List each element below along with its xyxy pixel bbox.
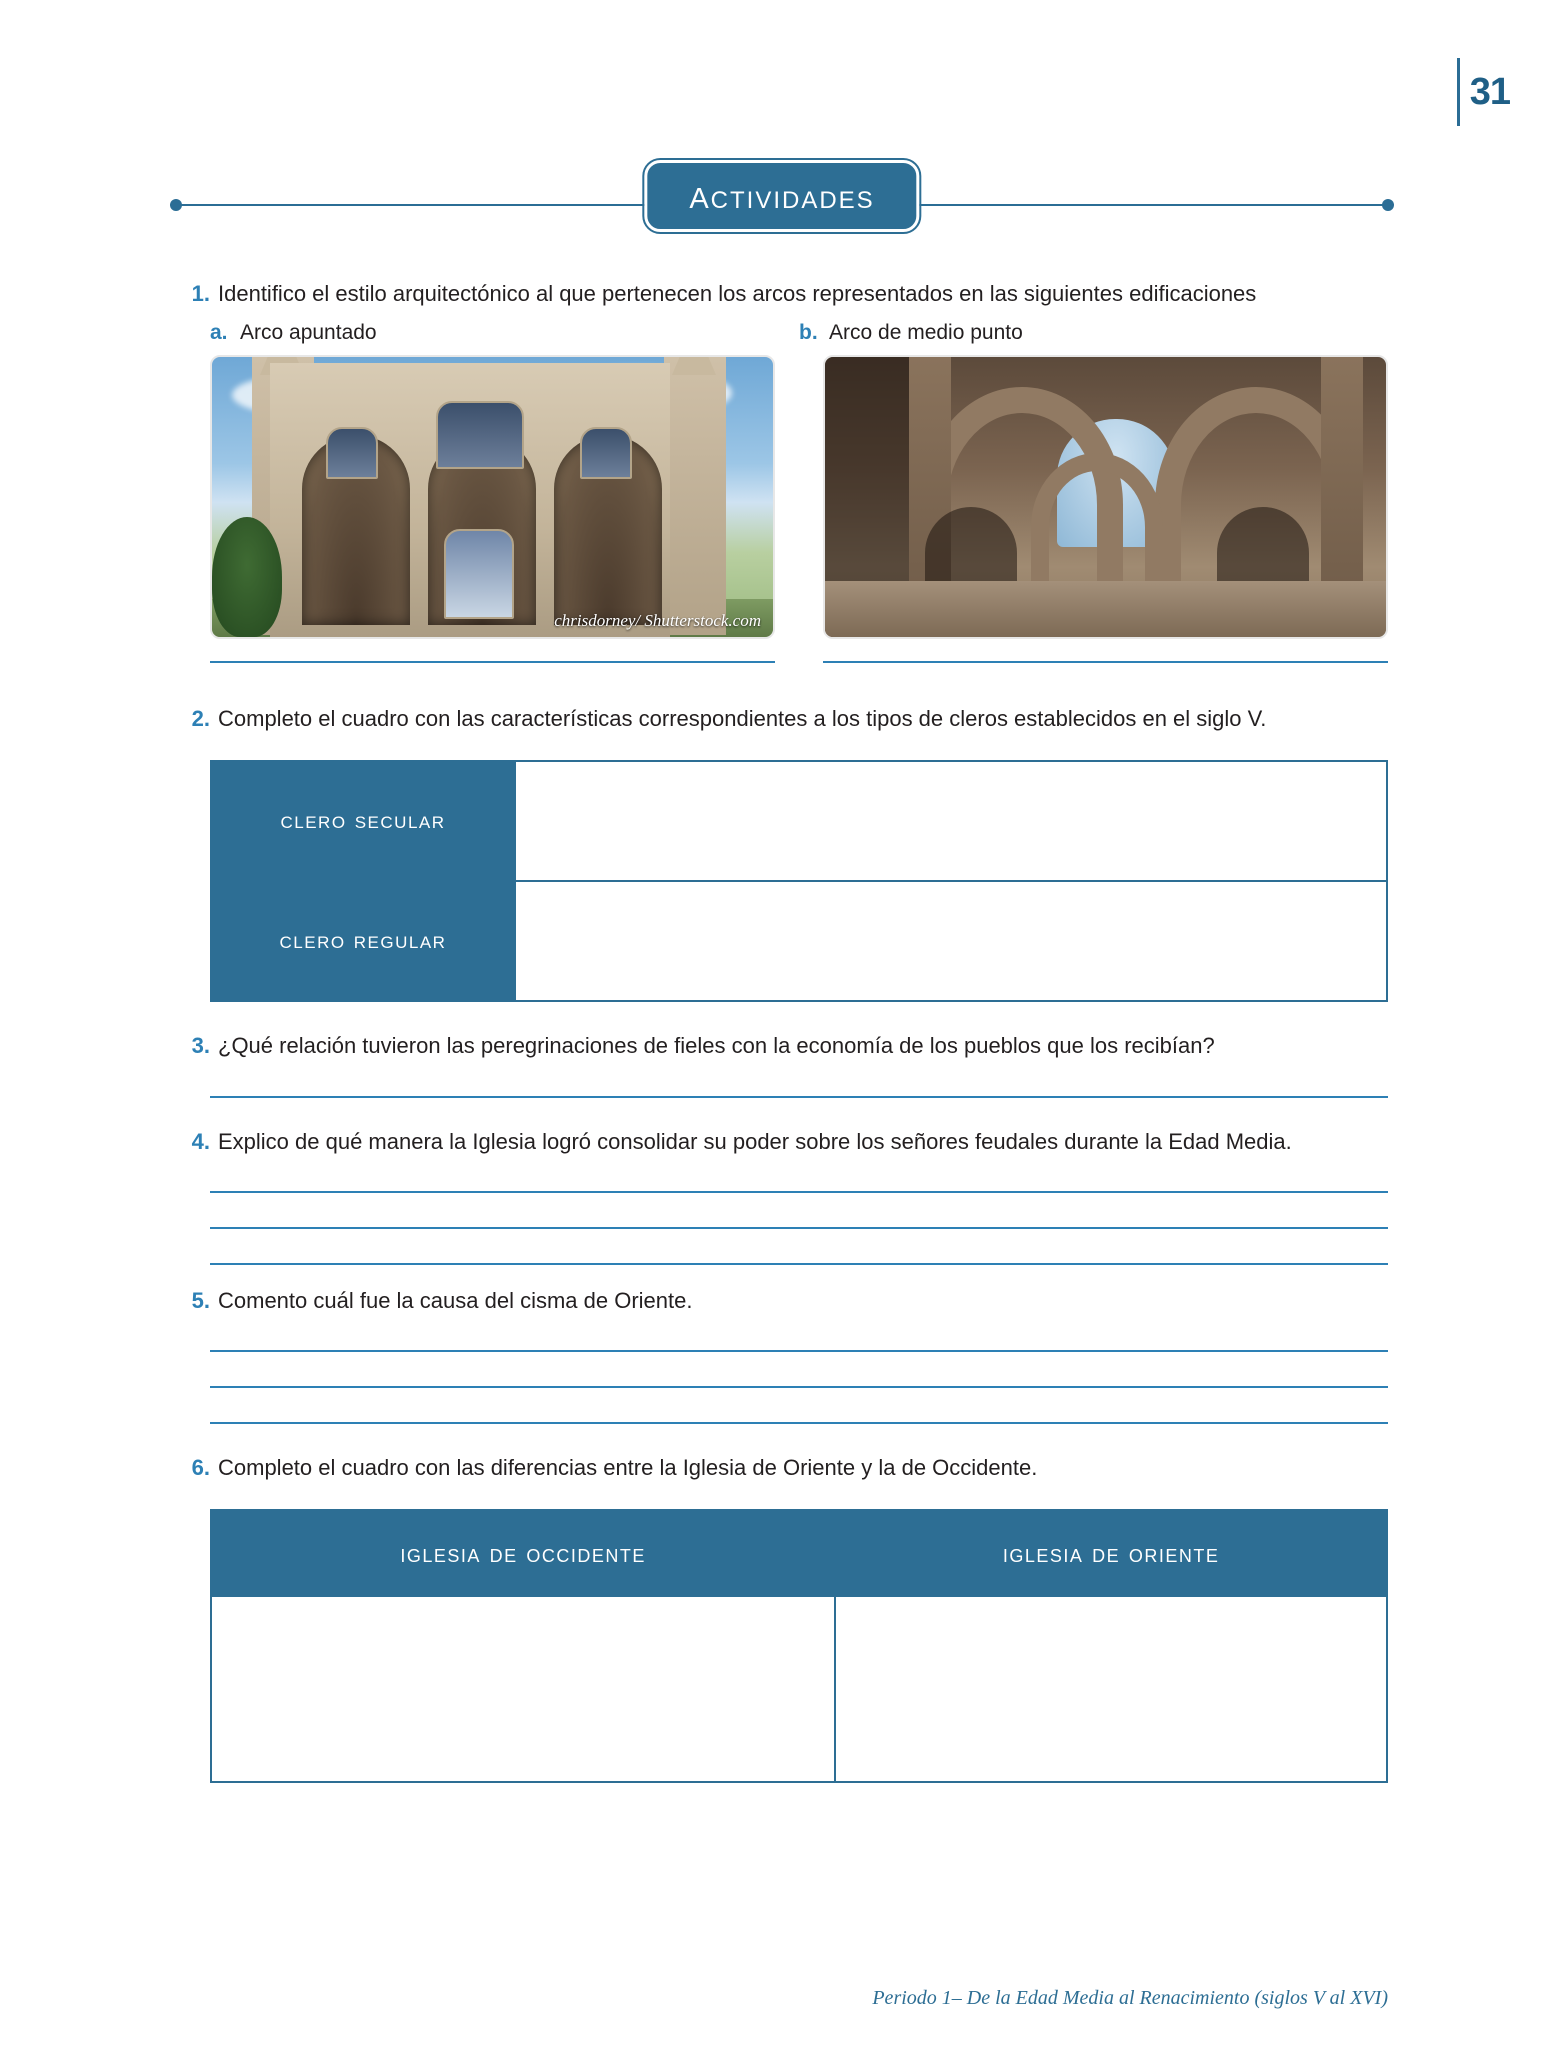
iglesia-oriente-label: iglesia de oriente xyxy=(1002,1537,1220,1568)
question-6-text: Completo el cuadro con las diferencias entre la Iglesia de Oriente y la de Occidente. xyxy=(218,1455,1038,1481)
clero-regular-label: clero regular xyxy=(279,927,447,955)
image-credit-left: chrisdorney/ Shutterstock.com xyxy=(554,611,761,631)
page-number: 31 xyxy=(1469,71,1510,113)
iglesia-occidente-label: iglesia de occidente xyxy=(400,1537,646,1568)
answer-rule[interactable] xyxy=(823,661,1388,663)
question-4-text: Explico de qué manera la Iglesia logró consolidar su poder sobre los señores feudales durante la Edad Media. xyxy=(218,1128,1292,1154)
section-title-band xyxy=(176,160,1388,240)
clero-regular-answer[interactable] xyxy=(515,881,1387,1001)
iglesia-oriente-answer[interactable] xyxy=(835,1596,1387,1782)
question-2 xyxy=(176,703,1388,734)
activities-content xyxy=(176,278,1388,1783)
clero-secular-answer[interactable] xyxy=(515,761,1387,881)
clero-secular-label: clero secular xyxy=(280,807,446,835)
question-5-number: 5. xyxy=(191,1287,210,1313)
question-5-answer-rules xyxy=(176,1350,1388,1424)
answer-rule[interactable] xyxy=(210,1227,1388,1229)
table-row xyxy=(211,761,1387,881)
table-header-row xyxy=(211,1510,1387,1596)
question-3-text: ¿Qué relación tuvieron las peregrinaciones de fieles con la economía de los pueblos que los recibían? xyxy=(218,1033,1215,1059)
question-2-text: Completo el cuadro con las características correspondientes a los tipos de cleros establecidos en el siglo V. xyxy=(218,706,1267,732)
subitem-b-label: Arco de medio punto xyxy=(829,321,1023,345)
page-footer: Periodo 1– De la Edad Media al Renacimiento (siglos V al XVI) xyxy=(872,1987,1388,2009)
question-1-images xyxy=(176,355,1388,639)
subitem-a-label: Arco apuntado xyxy=(240,321,377,345)
answer-rule[interactable] xyxy=(210,1191,1388,1193)
question-2-number: 2. xyxy=(191,706,210,732)
title-dot-left-icon xyxy=(170,199,182,211)
gothic-cathedral-image xyxy=(210,355,775,639)
section-title-badge xyxy=(644,160,919,232)
question-4-number: 4. xyxy=(191,1128,210,1154)
iglesia-occidente-answer[interactable] xyxy=(211,1596,835,1782)
iglesias-table xyxy=(210,1509,1388,1783)
question-5 xyxy=(176,1285,1388,1316)
question-3 xyxy=(176,1030,1388,1061)
subitem-b-letter: b. xyxy=(799,321,818,345)
clero-secular-header xyxy=(211,761,515,881)
subitem-a xyxy=(210,321,799,345)
question-3-number: 3. xyxy=(191,1033,210,1059)
iglesia-oriente-header xyxy=(835,1510,1387,1596)
clero-regular-header xyxy=(211,881,515,1001)
answer-rule[interactable] xyxy=(210,1386,1388,1388)
question-5-text: Comento cuál fue la causa del cisma de Oriente. xyxy=(218,1287,693,1313)
page-number-block xyxy=(1457,52,1510,132)
answer-rule[interactable] xyxy=(210,1350,1388,1352)
romanesque-ruin-image xyxy=(823,355,1388,639)
question-6 xyxy=(176,1452,1388,1483)
title-dot-right-icon xyxy=(1382,199,1394,211)
iglesia-occidente-header xyxy=(211,1510,835,1596)
question-1-number: 1. xyxy=(191,281,210,306)
answer-rule[interactable] xyxy=(210,661,775,663)
question-4 xyxy=(176,1126,1388,1157)
question-1-subitems xyxy=(176,321,1388,345)
question-1-text: Identifico el estilo arquitectónico al que pertenecen los arcos representados en las siguientes edificaciones xyxy=(218,281,1257,306)
clero-table xyxy=(210,760,1388,1002)
question-6-number: 6. xyxy=(191,1455,210,1481)
page-number-divider xyxy=(1457,58,1460,126)
subitem-a-letter: a. xyxy=(210,321,228,345)
subitem-b xyxy=(799,321,1388,345)
table-row xyxy=(211,881,1387,1001)
table-row xyxy=(211,1596,1387,1782)
question-1 xyxy=(176,278,1388,309)
page-title: actividades xyxy=(689,170,875,217)
question-4-answer-rules xyxy=(176,1191,1388,1265)
